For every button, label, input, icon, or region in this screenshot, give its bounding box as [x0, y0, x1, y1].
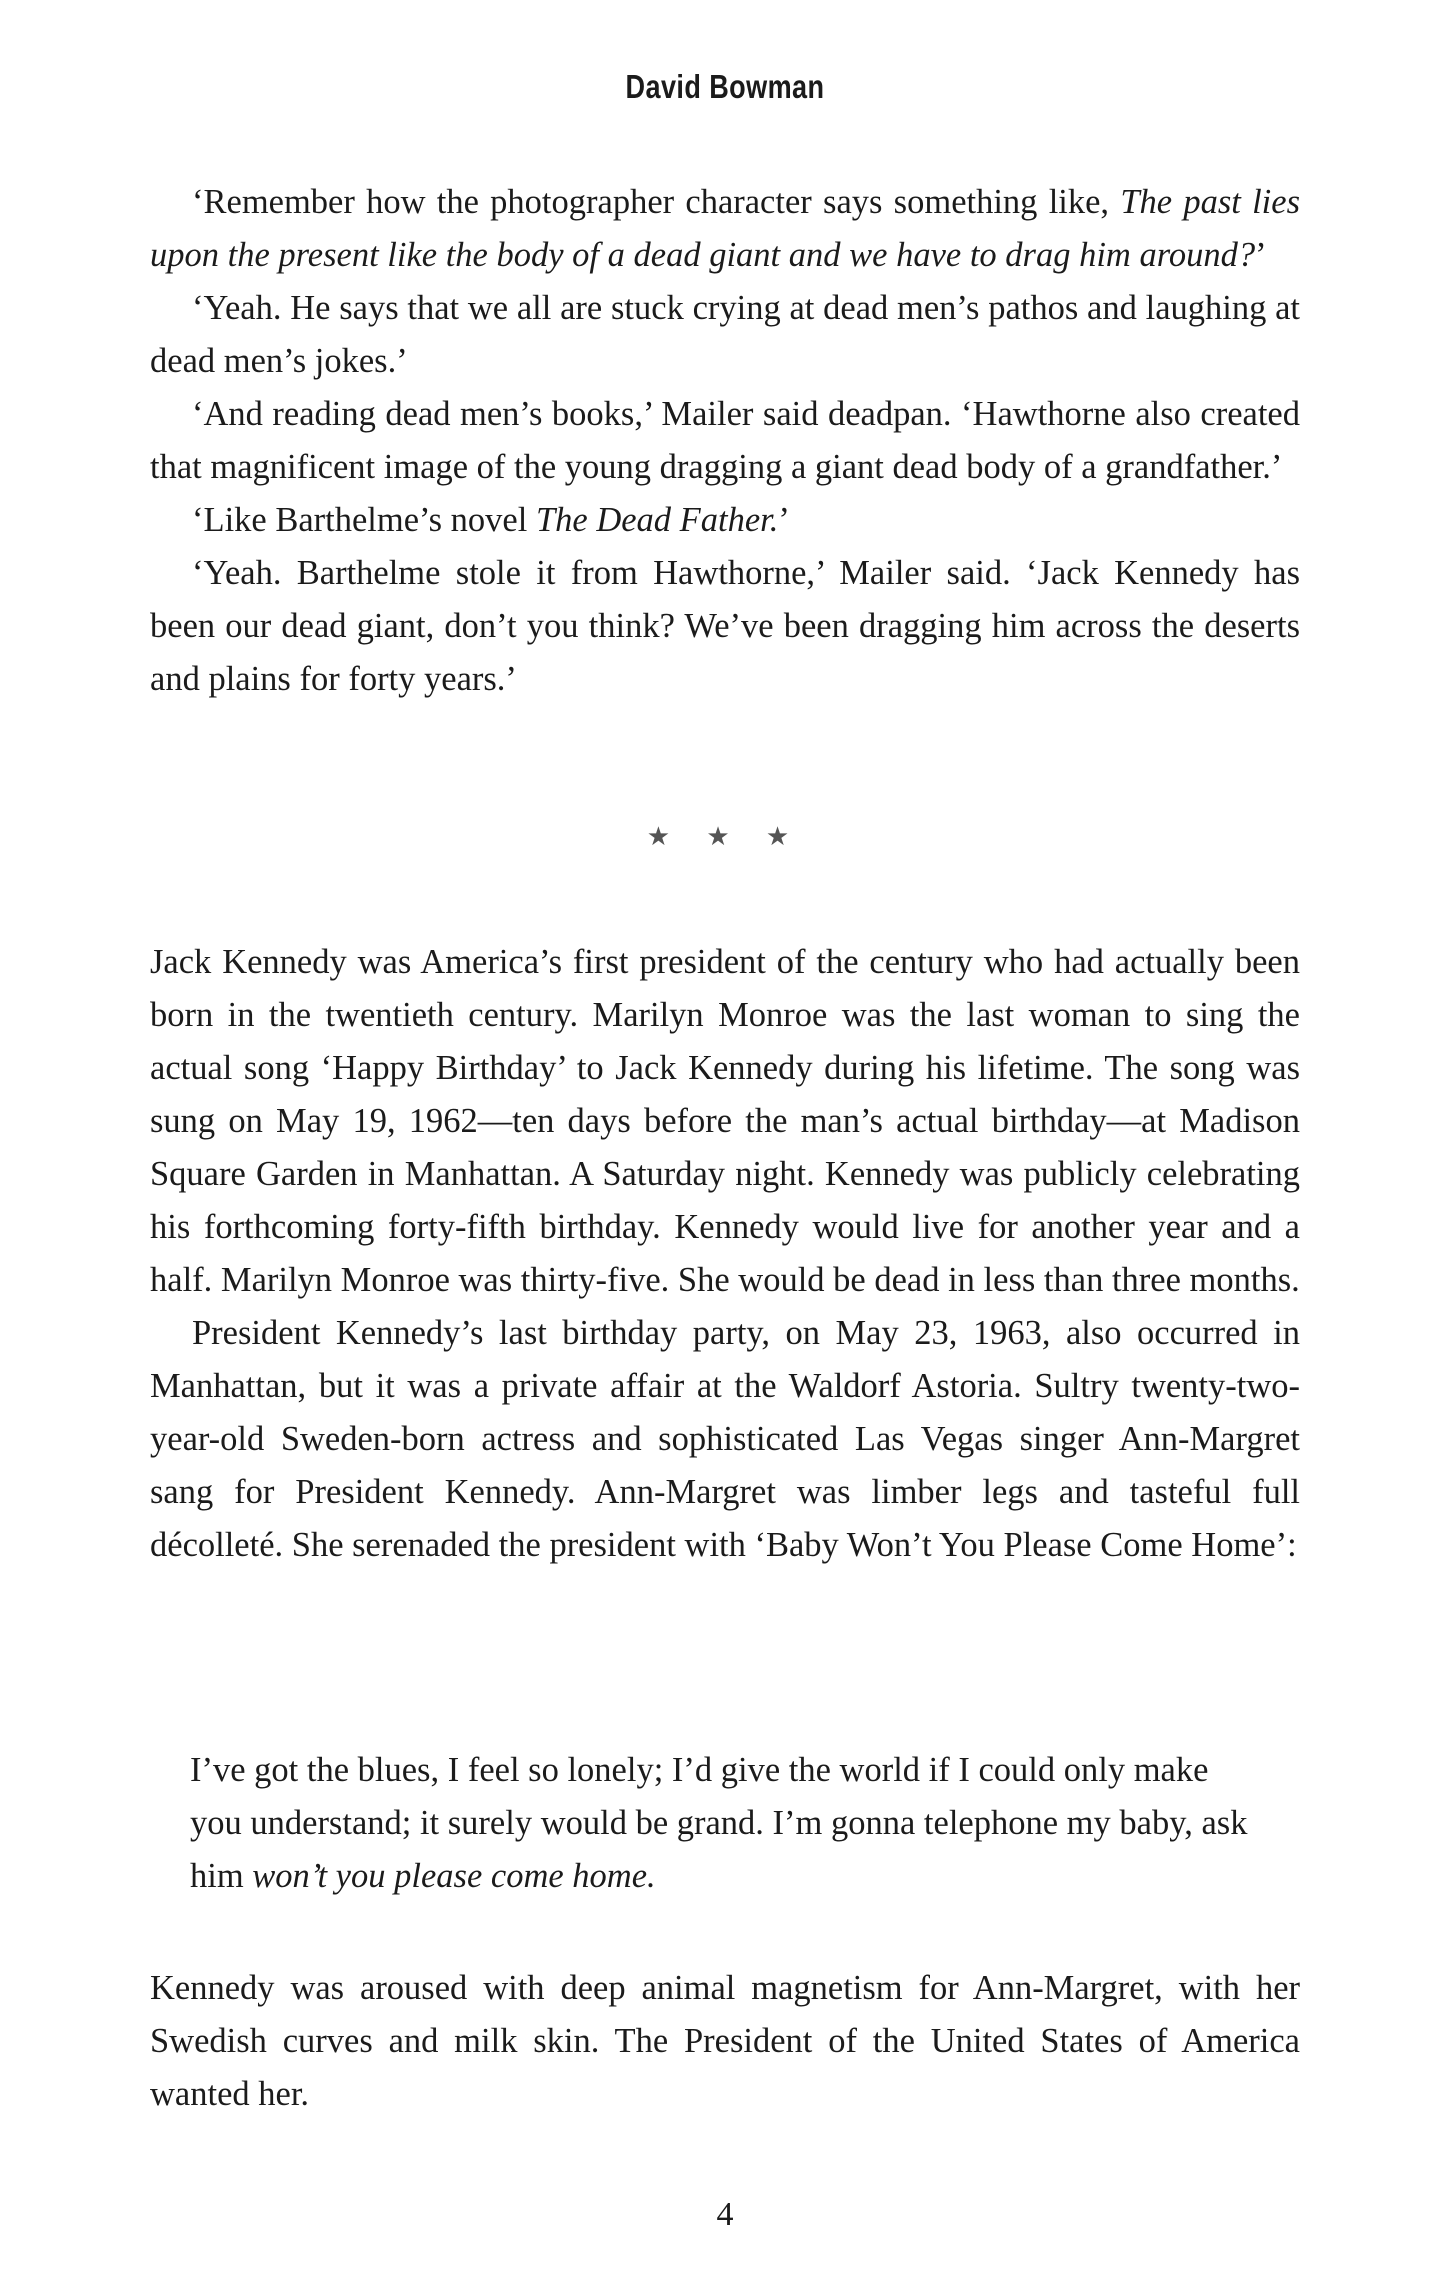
song-lyric-blockquote [190, 1744, 1265, 1903]
narrative-section [150, 936, 1300, 1572]
paragraph: President Kennedy’s last birthday party, on May 23, 1963, also occurred in Manhattan, but it was a private affair at the Waldorf Astoria. Sultry twenty-two-year-old Sweden-born actress and sophisticated Las Vegas singer Ann-Margret sang for President Kennedy. Ann-Margret was limber legs and tasteful full décolleté. She serenaded the president with ‘Baby Won’t You Please Come Home’: [150, 1314, 1300, 1564]
italic-title: The Dead Father. [535, 501, 779, 539]
paragraph: ‘And reading dead men’s books,’ Mailer said deadpan. ‘Hawthorne also created that magnificent image of the young dragging a giant dead body of a grandfather.’ [150, 395, 1300, 486]
paragraph [150, 176, 1300, 282]
paragraph: ‘Yeah. Barthelme stole it from Hawthorne,’ Mailer said. ‘Jack Kennedy has been our dead giant, don’t you think? We’ve been dragging him across the deserts and plains for forty years.’ [150, 554, 1300, 698]
book-page [150, 0, 1300, 2282]
text-run: ’ [778, 501, 790, 539]
text-run: ‘Like Barthelme’s novel [192, 501, 536, 539]
paragraph [150, 494, 1300, 547]
closing-section [150, 1962, 1300, 2121]
text-run: I’ve got the blues, I feel so lonely; I’d give the world if I could only make you understand; it surely would be grand. I’m gonna telephone my baby, ask him [190, 1751, 1248, 1895]
text-run: ‘Remember how the photographer character says something like, [192, 183, 1121, 221]
page-number: 4 [716, 2196, 734, 2233]
italic-quote: The past lies upon the present like the body of a dead giant and we have to drag him around? [150, 183, 1300, 274]
dialogue-section [150, 176, 1300, 706]
italic-lyric: won’t you please come home. [252, 1857, 656, 1895]
section-break-stars: ★ ★ ★ [646, 822, 804, 852]
paragraph: Kennedy was aroused with deep animal magnetism for Ann-Margret, with her Swedish curves and milk skin. The President of the United States of America wanted her. [150, 1969, 1300, 2113]
paragraph: Jack Kennedy was America’s first president of the century who had actually been born in the twentieth century. Marilyn Monroe was the last woman to sing the actual song ‘Happy Birthday’ to Jack Kennedy during his lifetime. The song was sung on May 19, 1962—ten days before the man’s actual birthday—at Madison Square Garden in Manhattan. A Saturday night. Kennedy was publicly celebrating his forthcoming forty-fifth birthday. Kennedy would live for another year and a half. Marilyn Monroe was thirty-five. She would be dead in less than three months. [150, 943, 1300, 1299]
running-head: David Bowman [625, 68, 825, 105]
text-run: ’ [1255, 236, 1267, 274]
paragraph: ‘Yeah. He says that we all are stuck crying at dead men’s pathos and laughing at dead men’s jokes.’ [150, 289, 1300, 380]
lyric-text [190, 1744, 1265, 1903]
